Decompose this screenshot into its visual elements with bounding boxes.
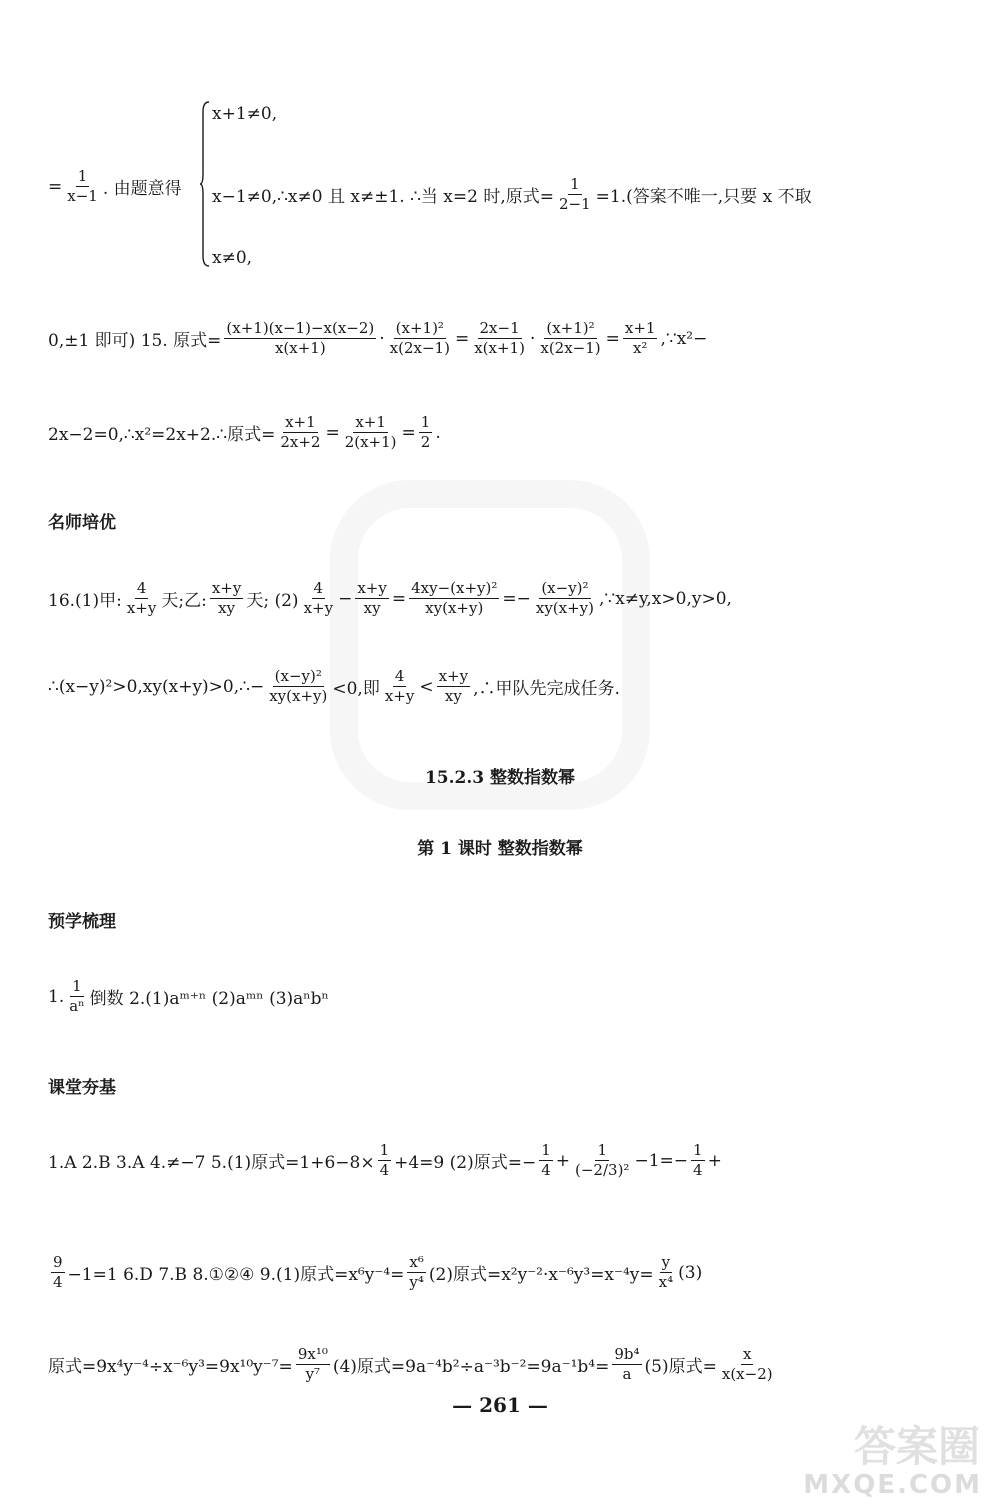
fraction — [278, 414, 322, 452]
section-title: 15.2.3 整数指数幂 — [424, 768, 576, 788]
fraction — [65, 168, 100, 206]
fraction-denominator: x(2x−1) — [389, 339, 450, 358]
fraction-denominator: (−2/3)² — [575, 1161, 630, 1180]
text: · — [529, 328, 536, 349]
text: 2x−2=0,∴x²=2x+2.∴原式= — [48, 425, 276, 446]
fraction — [534, 580, 596, 618]
fraction-denominator: 2−1 — [559, 195, 591, 214]
fraction — [378, 1142, 392, 1180]
fraction — [539, 1142, 553, 1180]
fraction-denominator: 4 — [53, 1273, 63, 1292]
fraction — [67, 978, 86, 1016]
text: = — [391, 588, 407, 609]
fraction — [557, 176, 593, 214]
section-heading-mingshi: 名师培优 — [48, 513, 116, 533]
fraction-numerator: 4 — [312, 580, 326, 599]
fraction-denominator: x(x+1) — [474, 339, 525, 358]
case-row-2: x−1≠0,∴x≠0 且 x≠±1. ∴当 x=2 时,原式= $\frac{1}{2-1}$ =1.(答案不唯一,只要 x 不取 — [212, 175, 812, 214]
fraction-numerator: 4 — [135, 580, 149, 599]
fraction-numerator: x+1 — [623, 320, 658, 339]
site-logo-url: MXQE.COM — [803, 1470, 982, 1500]
fraction-denominator: x(2x−1) — [540, 339, 601, 358]
fraction-numerator: x+y — [210, 580, 244, 599]
fraction — [302, 580, 336, 618]
fraction-numerator: y — [660, 1254, 672, 1273]
page-number: — 261 — — [452, 1393, 548, 1417]
fraction-denominator: xy(x+y) — [269, 687, 328, 706]
fraction-denominator: 2 — [420, 433, 431, 452]
text: 1. — [48, 986, 65, 1007]
text: 原式=9x⁴y⁻⁴÷x⁻⁶y³=9x¹⁰y⁻⁷= — [48, 1357, 293, 1378]
text: + — [707, 1150, 722, 1171]
fraction — [383, 668, 417, 706]
fraction-denominator: 2(x+1) — [344, 433, 397, 452]
fraction-numerator: 1 — [539, 1142, 553, 1161]
text: <0,即 — [332, 679, 380, 700]
text: ,∵x²− — [660, 328, 708, 349]
text: · — [379, 328, 385, 349]
fraction-denominator: x−1 — [67, 187, 98, 206]
text: (4)原式=9a⁻⁴b²÷a⁻³b⁻²=9a⁻¹b⁴= — [332, 1357, 610, 1378]
fraction — [720, 1346, 775, 1384]
fraction-numerator: (x+1)² — [544, 320, 596, 339]
text: . — [435, 422, 441, 443]
fraction — [409, 580, 499, 618]
text: + — [555, 1150, 571, 1171]
fraction-denominator: x² — [632, 339, 648, 358]
answer-line-9b — [48, 1346, 940, 1384]
fraction-denominator: x⁴ — [658, 1273, 674, 1292]
text: = — [48, 176, 63, 197]
fraction — [657, 1254, 675, 1292]
answer-line-6-9 — [48, 1254, 940, 1292]
text: −1=− — [634, 1150, 689, 1171]
fraction — [437, 668, 471, 706]
fraction-numerator: 1 — [419, 414, 433, 433]
fraction-numerator: x+y — [437, 668, 471, 687]
section-heading-yuxue: 预学梳理 — [48, 912, 116, 932]
fraction-denominator: x(x+1) — [274, 339, 326, 358]
solution-line-3 — [48, 414, 940, 452]
fraction-numerator: 1 — [378, 1142, 392, 1161]
fraction-numerator: 1 — [595, 1142, 609, 1161]
solution-line-16b — [48, 668, 940, 706]
text: 16.(1)甲: — [48, 591, 122, 612]
fraction-numerator: (x−y)² — [273, 668, 324, 687]
text: ,∵x≠y,x>0,y>0, — [599, 588, 732, 609]
fraction-denominator: 4 — [541, 1161, 551, 1180]
fraction-numerator: 1 — [70, 978, 84, 997]
text: = — [325, 422, 340, 443]
fraction-numerator: 9x¹⁰ — [296, 1346, 330, 1365]
text: 天; (2) — [246, 591, 299, 612]
section-heading-ketang: 课堂夯基 — [48, 1078, 116, 1098]
fraction-numerator: x+1 — [283, 414, 318, 433]
fraction — [343, 414, 399, 452]
fraction-denominator: aⁿ — [69, 997, 85, 1016]
fraction — [691, 1142, 705, 1180]
text: = — [605, 328, 620, 349]
fraction — [623, 320, 658, 358]
fraction-denominator: xy — [444, 687, 462, 706]
fraction-denominator: 2x+2 — [280, 433, 321, 452]
fraction — [407, 1254, 426, 1292]
lesson-title: 第 1 课时 整数指数幂 — [417, 839, 583, 859]
fraction-denominator: y⁷ — [305, 1365, 321, 1384]
answer-line-1-5 — [48, 1142, 940, 1180]
solution-line-2 — [48, 320, 940, 358]
fraction-denominator: xy(x+y) — [535, 599, 594, 618]
fraction-numerator: x+y — [355, 580, 389, 599]
fraction — [538, 320, 602, 358]
text: 天;乙: — [161, 591, 207, 612]
fraction — [267, 668, 329, 706]
text: ∴(x−y)²>0,xy(x+y)>0,∴− — [48, 676, 265, 697]
fraction — [573, 1142, 631, 1180]
solution-line-16 — [48, 580, 940, 618]
case-row-1: x+1≠0, — [212, 104, 278, 124]
watermark-shape — [330, 480, 650, 810]
text: 1.A 2.B 3.A 4.≠−7 5.(1)原式=1+6−8× — [48, 1153, 375, 1174]
fraction-denominator: 4 — [379, 1161, 390, 1180]
fraction-denominator: x+y — [384, 687, 415, 706]
text: − — [338, 588, 353, 609]
text: . 由题意得 — [102, 179, 182, 200]
text: +4=9 (2)原式=− — [394, 1153, 537, 1174]
fraction-numerator: (x−y)² — [539, 580, 590, 599]
fraction-denominator: x+y — [303, 599, 334, 618]
fraction-numerator: 1 — [568, 176, 582, 195]
fraction-numerator: 4 — [393, 668, 407, 687]
fraction — [472, 320, 527, 358]
text: −1=1 6.D 7.B 8.①②④ 9.(1)原式=x⁶y⁻⁴= — [67, 1265, 405, 1286]
fraction-numerator: 4xy−(x+y)² — [409, 580, 499, 599]
fraction-denominator: xy — [218, 599, 236, 618]
text: < — [419, 676, 434, 697]
fraction — [355, 580, 389, 618]
fraction-numerator: 1 — [691, 1142, 705, 1161]
fraction-numerator: x+1 — [353, 414, 388, 433]
case-brace — [200, 100, 210, 268]
fraction — [125, 580, 159, 618]
fraction-numerator: 9b⁴ — [612, 1346, 641, 1365]
case-row-3: x≠0, — [212, 248, 253, 268]
text: (3) — [678, 1262, 703, 1283]
fraction-numerator: 2x−1 — [478, 320, 522, 339]
text: (5)原式= — [644, 1357, 717, 1378]
fraction-numerator: x — [741, 1346, 753, 1365]
text: 0,±1 即可) 15. 原式= — [48, 331, 222, 352]
fraction — [419, 414, 433, 452]
text: = — [401, 422, 416, 443]
fraction-numerator: (x+1)² — [394, 320, 446, 339]
fraction-denominator: xy — [363, 599, 381, 618]
fraction — [210, 580, 244, 618]
fraction-denominator: y⁴ — [409, 1273, 424, 1292]
fraction-denominator: x(x−2) — [721, 1365, 773, 1384]
answer-line-preview — [48, 978, 940, 1016]
site-logo: 答案圈 — [853, 1422, 980, 1471]
fraction — [224, 320, 376, 358]
fraction-numerator: (x+1)(x−1)−x(x−2) — [224, 320, 376, 339]
fraction-numerator: 1 — [76, 168, 90, 187]
fraction — [51, 1254, 65, 1292]
fraction-denominator: 4 — [693, 1161, 703, 1180]
fraction — [296, 1346, 330, 1384]
fraction-denominator: xy(x+y) — [425, 599, 484, 618]
fraction-denominator: x+y — [126, 599, 157, 618]
fraction — [612, 1346, 641, 1384]
text: = — [454, 328, 470, 349]
fraction-numerator: 9 — [51, 1254, 65, 1273]
text: 倒数 2.(1)aᵐ⁺ⁿ (2)aᵐⁿ (3)aⁿbⁿ — [89, 989, 329, 1010]
text: =− — [502, 588, 531, 609]
fraction-numerator: x⁶ — [407, 1254, 425, 1273]
fraction-denominator: a — [622, 1365, 632, 1384]
text: (2)原式=x²y⁻²·x⁻⁶y³=x⁻⁴y= — [428, 1265, 654, 1286]
fraction — [388, 320, 452, 358]
text: ,∴甲队先完成任务. — [473, 679, 620, 700]
